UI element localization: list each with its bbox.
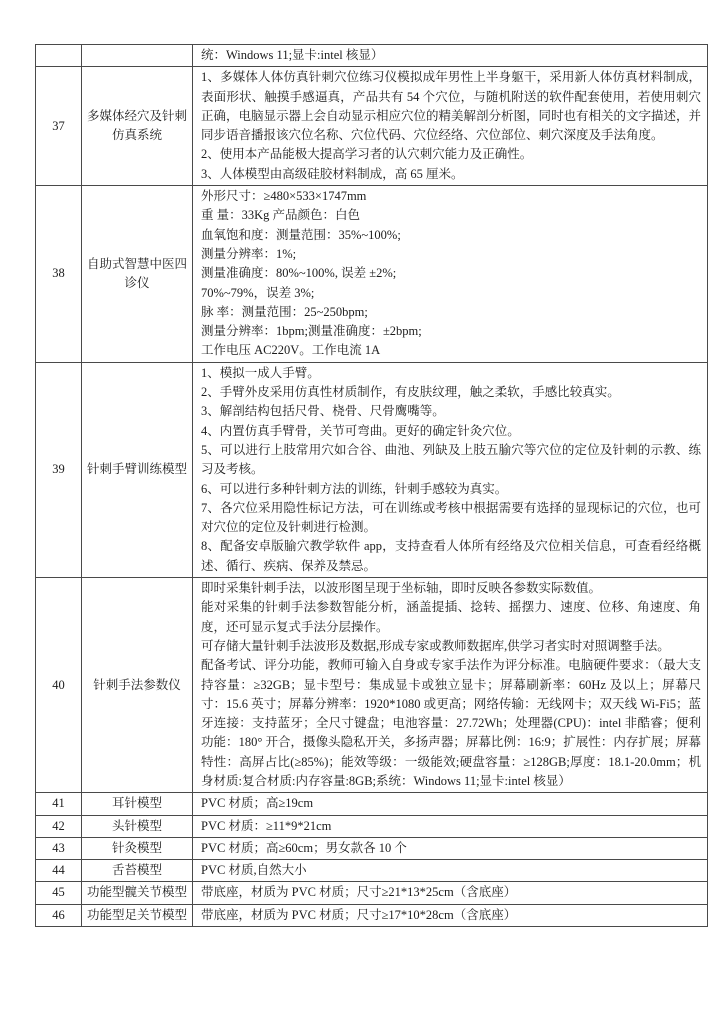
description-paragraph: 7、各穴位采用隐性标记方法，可在训练或考核中根据需要有选择的显现标记的穴位，也可对穴位的定位及针刺进行检测。: [201, 500, 701, 535]
item-name: 针刺手法参数仪: [82, 578, 193, 793]
item-description: [193, 815, 708, 837]
description-paragraph: 8、配备安卓版腧穴教学软件 app，支持查看人体所有经络及穴位相关信息，可查看经络概述、循行、疾病、保养及禁忌。: [201, 539, 701, 573]
row-number: 42: [36, 815, 82, 837]
table-row: [36, 45, 708, 67]
item-name: 多媒体经穴及针刺仿真系统: [82, 67, 193, 186]
table-row: [36, 67, 708, 186]
item-name: 功能型足关节模型: [82, 904, 193, 926]
item-description: [193, 793, 708, 815]
row-number: 39: [36, 362, 82, 577]
spec-table-body: [36, 45, 708, 927]
description-paragraph: 能对采集的针刺手法参数智能分析，涵盖提插、捻转、摇摆力、速度、位移、角速度、角度，还可显示复式手法分层操作。: [201, 600, 701, 634]
description-paragraph: 带底座，材质为 PVC 材质；尺寸≥21*13*25cm（含底座）: [201, 885, 517, 900]
item-description: [193, 45, 708, 67]
row-number: 45: [36, 882, 82, 904]
row-number: 44: [36, 860, 82, 882]
item-name: 头针模型: [82, 815, 193, 837]
description-paragraph: PVC 材质：≥11*9*21cm: [201, 818, 332, 833]
item-description: [193, 860, 708, 882]
spec-table: [35, 44, 708, 927]
description-paragraph: 5、可以进行上肢常用穴如合谷、曲池、列缺及上肢五腧穴等穴位的定位及针刺的示教、练习及考核。: [201, 442, 701, 477]
table-row: [36, 882, 708, 904]
item-description: [193, 837, 708, 859]
item-description: [193, 186, 708, 363]
description-paragraph: 脉 率：测量范围：25~250bpm;: [201, 304, 368, 319]
description-paragraph: 血氧饱和度：测量范围：35%~100%;: [201, 227, 401, 242]
description-paragraph: 1、多媒体人体仿真针刺穴位练习仪模拟成年男性上半身躯干，采用新人体仿真材料制成，表面形状、触摸手感逼真，产品共有 54 个穴位，与随机附送的软件配套使用，若使用刺穴正确，电脑显示器上会自动显示相应穴位的精美解剖分析图，同时也有相关的文字描述，并同步语音播报该穴位名称、穴位代码、穴位经络、穴位部位、刺穴深度及手法角度。: [201, 70, 702, 143]
description-paragraph: PVC 材质；高≥60cm；男女款各 10 个: [201, 840, 407, 855]
description-paragraph: 重 量：33Kg 产品颜色：白色: [201, 208, 361, 223]
item-name: 自助式智慧中医四诊仪: [82, 186, 193, 363]
table-row: [36, 860, 708, 882]
item-name: [82, 45, 193, 67]
description-paragraph: 工作电压 AC220V。工作电流 1A: [201, 343, 381, 358]
item-description: [193, 904, 708, 926]
description-paragraph: 可存储大量针刺手法波形及数据,形成专家或教师数据库,供学习者实时对照调整手法。: [201, 638, 670, 653]
description-paragraph: 测量分辨率：1bpm;测量准确度：±2bpm;: [201, 324, 422, 339]
description-paragraph: 测量准确度：80%~100%, 误差 ±2%;: [201, 266, 397, 281]
item-name: 针刺手臂训练模型: [82, 362, 193, 577]
description-paragraph: 6、可以进行多种针刺方法的训练，针刺手感较为真实。: [201, 481, 508, 496]
description-paragraph: 测量分辨率：1%;: [201, 246, 297, 261]
description-paragraph: PVC 材质,自然大小: [201, 863, 307, 878]
table-row: [36, 815, 708, 837]
item-description: [193, 578, 708, 793]
row-number: 41: [36, 793, 82, 815]
description-paragraph: 4、内置仿真手臂骨，关节可弯曲。更好的确定针灸穴位。: [201, 423, 520, 438]
item-name: 针灸模型: [82, 837, 193, 859]
row-number: 46: [36, 904, 82, 926]
description-paragraph: 统：Windows 11;显卡:intel 核显）: [201, 48, 384, 62]
item-description: [193, 362, 708, 577]
item-name: 耳针模型: [82, 793, 193, 815]
item-name: 功能型髋关节模型: [82, 882, 193, 904]
item-description: [193, 882, 708, 904]
table-row: [36, 904, 708, 926]
row-number: 43: [36, 837, 82, 859]
table-row: [36, 186, 708, 363]
row-number: 38: [36, 186, 82, 363]
item-name: 舌苔模型: [82, 860, 193, 882]
description-paragraph: 2、使用本产品能极大提高学习者的认穴刺穴能力及正确性。: [201, 147, 533, 162]
description-paragraph: 1、模拟一成人手臂。: [201, 365, 320, 380]
row-number: 40: [36, 578, 82, 793]
row-number: 37: [36, 67, 82, 186]
description-paragraph: 3、人体模型由高级硅胶材料制成，高 65 厘米。: [201, 166, 464, 181]
table-row: [36, 362, 708, 577]
table-row: [36, 837, 708, 859]
item-description: [193, 67, 708, 186]
description-paragraph: 即时采集针刺手法，以波形图呈现于坐标轴，即时反映各参数实际数值。: [201, 581, 602, 596]
table-row: [36, 578, 708, 793]
description-paragraph: 2、手臂外皮采用仿真性材质制作，有皮肤纹理，触之柔软，手感比较真实。: [201, 385, 620, 400]
description-paragraph: 带底座，材质为 PVC 材质；尺寸≥17*10*28cm（含底座）: [201, 907, 517, 922]
table-row: [36, 793, 708, 815]
description-paragraph: 外形尺寸：≥480×533×1747mm: [201, 189, 367, 204]
description-paragraph: PVC 材质；高≥19cm: [201, 796, 314, 811]
row-number: [36, 45, 82, 67]
description-paragraph: 70%~79%，误差 3%;: [201, 285, 315, 300]
description-paragraph: 配备考试、评分功能，教师可输入自身或专家手法作为评分标准。电脑硬件要求：（最大支持容量：≥32GB；显卡型号：集成显卡或独立显卡；屏幕刷新率：60Hz 及以上；屏幕尺寸：15.6 英寸；屏幕分辨率：1920*1080 或更高；网络传输：无线网卡；双天线 Wi-Fi5；蓝牙连接：支持蓝牙；全尺寸键盘；电池容量：27.72Wh；处理器(CPU)：intel 非酷睿；便利功能：180° 开合，摄像头隐私开关，多扬声器；屏幕比例：16:9；扩展性：内存扩展；屏幕特性：高屏占比(≥85%)；能效等级：一级能效;硬盘容量：≥128GB;厚度：18.1-20.0mm；机身材质:复合材质:内存容量:8GB;系统：Windows 11;显卡:intel 核显）: [201, 658, 701, 788]
description-paragraph: 3、解剖结构包括尺骨、桡骨、尺骨鹰嘴等。: [201, 404, 445, 419]
